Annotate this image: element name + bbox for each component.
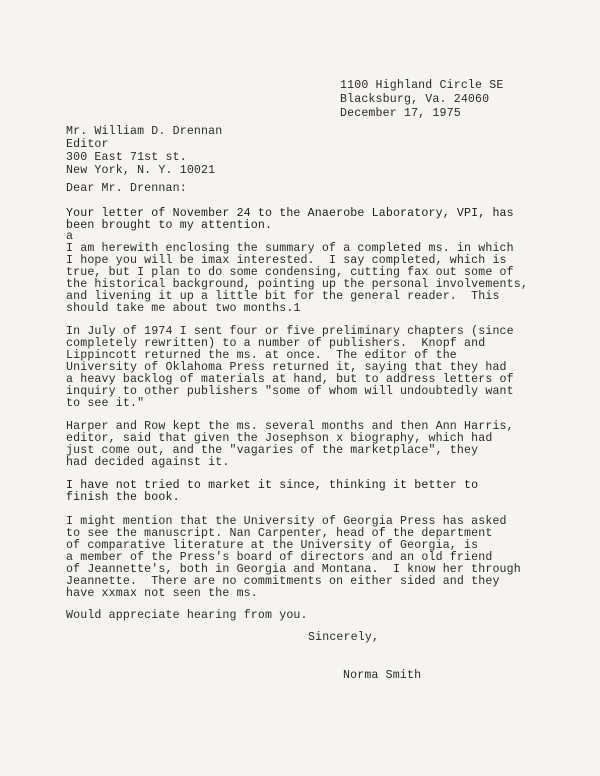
p4-line-1: I have not tried to market it since, thinking it better to <box>66 479 479 492</box>
p2-line-1: In July of 1974 I sent four or five preliminary chapters (since <box>66 325 514 338</box>
signature-name: Norma Smith <box>343 669 422 682</box>
p1-line-3: a <box>66 230 74 243</box>
recipient-city: New York, N. Y. 10021 <box>66 164 216 177</box>
return-city: Blacksburg, Va. 24060 <box>340 93 490 106</box>
p1-line-4: I am herewith enclosing the summary of a completed ms. in which <box>66 242 514 255</box>
closing: Sincerely, <box>308 631 380 644</box>
letter-date: December 17, 1975 <box>340 107 461 120</box>
p1-line-6: true, but I plan to do some condensing, cutting fax out some of <box>66 266 514 279</box>
p2-line-2: completely rewritten) to a number of publishers. Knopf and <box>66 337 486 350</box>
p1-line-2: been brought to my attention. <box>66 219 273 232</box>
p5-line-5: of Jeannette's, both in Georgia and Montana. I know her through <box>66 563 521 576</box>
p2-line-4: University of Oklahoma Press returned it, saying that they had <box>66 361 507 374</box>
p1-line-9: should take me about two months.1 <box>66 302 301 315</box>
p3-line-3: just come out, and the "vagaries of the marketplace", they <box>66 444 479 457</box>
recipient-name: Mr. William D. Drennan <box>66 125 223 138</box>
p3-line-1: Harper and Row kept the ms. several months and then Ann Harris, <box>66 420 514 433</box>
p1-line-5: I hope you will be imax interested. I say completed, which is <box>66 254 507 267</box>
p5-line-1: I might mention that the University of Georgia Press has asked <box>66 515 507 528</box>
p4-line-2: finish the book. <box>66 491 180 504</box>
p5-line-2: to see the manuscript. Nan Carpenter, head of the department <box>66 527 493 540</box>
p2-line-7: to see it." <box>66 397 145 410</box>
p3-line-2: editor, said that given the Josephson x biography, which had <box>66 432 493 445</box>
p5-line-3: of comparative literature at the University of Georgia, is <box>66 539 479 552</box>
p5-line-4: a member of the Press's board of directors and an old friend <box>66 551 493 564</box>
return-street: 1100 Highland Circle SE <box>340 79 504 92</box>
p3-line-4: had decided against it. <box>66 456 230 469</box>
recipient-street: 300 East 71st st. <box>66 151 187 164</box>
p2-line-5: a heavy backlog of materials at hand, but to address letters of <box>66 373 514 386</box>
p2-line-3: Lippincott returned the ms. at once. The editor of the <box>66 349 457 362</box>
p6-line-1: Would appreciate hearing from you. <box>66 609 308 622</box>
p2-line-6: inquiry to other publishers "some of whom will undoubtedly want <box>66 385 514 398</box>
p5-line-7: have xxmax not seen the ms. <box>66 587 258 600</box>
p1-line-7: the historical background, pointing up the personal involvements, <box>66 278 528 291</box>
recipient-title: Editor <box>66 138 109 151</box>
salutation: Dear Mr. Drennan: <box>66 182 187 195</box>
p1-line-8: and livening it up a little bit for the general reader. This <box>66 290 500 303</box>
p1-line-1: Your letter of November 24 to the Anaerobe Laboratory, VPI, has <box>66 207 514 220</box>
p5-line-6: Jeannette. There are no commitments on either sided and they <box>66 575 500 588</box>
